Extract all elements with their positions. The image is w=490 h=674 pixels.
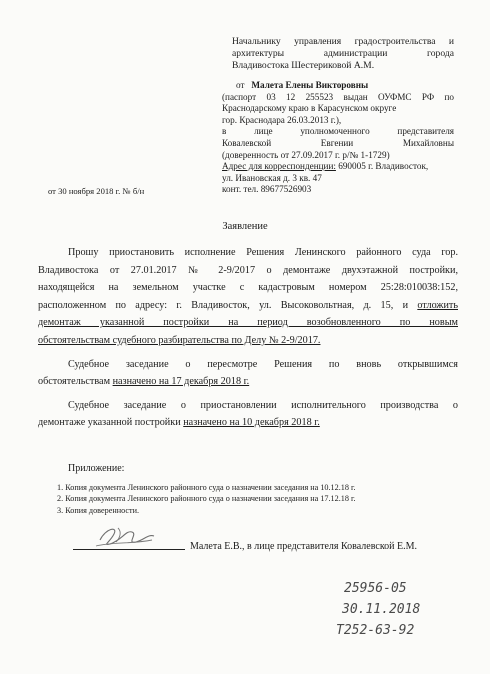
handwritten-signature bbox=[92, 522, 162, 552]
body-text: обстоятельствам bbox=[38, 376, 113, 388]
stamp-line: 30.11.2018 bbox=[342, 602, 421, 617]
body-line-underlined: обстоятельствам судебного разбирательства по Делу № 2-9/2017. bbox=[38, 334, 321, 346]
underlined-text: назначено на 17 декабря 2018 г. bbox=[112, 376, 250, 388]
attachments-list bbox=[57, 482, 356, 516]
address-line bbox=[222, 161, 454, 173]
signature-line bbox=[73, 549, 185, 550]
representative-line: Ковалевской Евгении Михайловны bbox=[222, 137, 454, 148]
attachment-item: 1. Копия документа Ленинского районного суда о назначении заседания на 10.12.18 г. bbox=[57, 483, 356, 492]
signature-text: Малета Е.В., в лице представителя Ковалевской Е.М. bbox=[190, 541, 418, 552]
attachment-item: 2. Копия документа Ленинского районного суда о назначении заседания на 17.12.18 г. bbox=[57, 494, 356, 504]
address-label: Адрес для корреспонденции: bbox=[222, 161, 336, 172]
address-value: 690005 г. Владивосток, bbox=[335, 161, 429, 172]
addressee-line: Начальнику управления градостроительства и bbox=[232, 36, 454, 47]
body-line: Прошу приостановить исполнение Решения Ленинского районного суда гор. bbox=[68, 247, 458, 258]
sender-name-line bbox=[222, 80, 454, 92]
passport-line: Краснодарскому краю в Карасунском округе bbox=[222, 103, 397, 114]
addressee-block bbox=[232, 36, 454, 73]
stamp-line: 25956-05 bbox=[344, 581, 407, 596]
underlined-text: отложить bbox=[417, 299, 458, 311]
date-and-number: от 30 ноября 2018 г. № б/н bbox=[48, 186, 145, 196]
body-line: находящейся на земельном участке с кадастровым номером 25:28:010038:152, bbox=[38, 282, 458, 294]
attachment-item: 3. Копия доверенности. bbox=[57, 505, 140, 515]
underlined-text: назначено на 10 декабря 2018 г. bbox=[183, 417, 320, 429]
addressee-line: Владивостока Шестериковой А.М. bbox=[232, 60, 375, 72]
body-line bbox=[38, 297, 458, 315]
sender-name: Малета Елены Викторовны bbox=[251, 80, 369, 90]
registration-stamp bbox=[332, 578, 462, 641]
passport-line: гор. Краснодара 26.03.2013 г.), bbox=[222, 114, 342, 125]
sender-block bbox=[222, 80, 454, 196]
representative-line: в лице уполномоченного представителя bbox=[222, 126, 454, 137]
address-line-2: ул. Ивановская д. 3 кв. 47 bbox=[222, 172, 322, 183]
representative-line: (доверенность от 27.09.2017 г. р/№ 1-1729) bbox=[222, 149, 390, 160]
document-body bbox=[38, 244, 458, 432]
body-line-underlined: демонтаж указанной постройки на период возобновленного по новым bbox=[38, 317, 458, 329]
sender-prefix: от bbox=[236, 80, 245, 90]
body-line: Судебное заседание о приостановлении исполнительного производства о bbox=[68, 399, 458, 411]
body-line: Владивостока от 27.01.2017 № 2-9/2017 о демонтаже двухэтажной постройки, bbox=[38, 264, 458, 276]
attachments-title: Приложение: bbox=[68, 463, 125, 474]
passport-line: (паспорт 03 12 255523 выдан ОУФМС РФ по bbox=[222, 91, 454, 102]
body-text: демонтаже указанной постройки bbox=[38, 417, 184, 429]
body-text: расположенном по адресу: г. Владивосток, ул. Высоковольтная, д. 15, и bbox=[38, 299, 418, 311]
stamp-line: Т252-63-92 bbox=[336, 623, 415, 638]
document-title: Заявление bbox=[222, 221, 268, 232]
body-line bbox=[38, 373, 458, 391]
body-line: Судебное заседание о пересмотре Решения по вновь открывшимся bbox=[68, 358, 458, 370]
addressee-line: архитектуры администрации города bbox=[232, 48, 454, 60]
phone-line: конт. тел. 89677526903 bbox=[222, 184, 312, 195]
body-line bbox=[38, 414, 458, 432]
